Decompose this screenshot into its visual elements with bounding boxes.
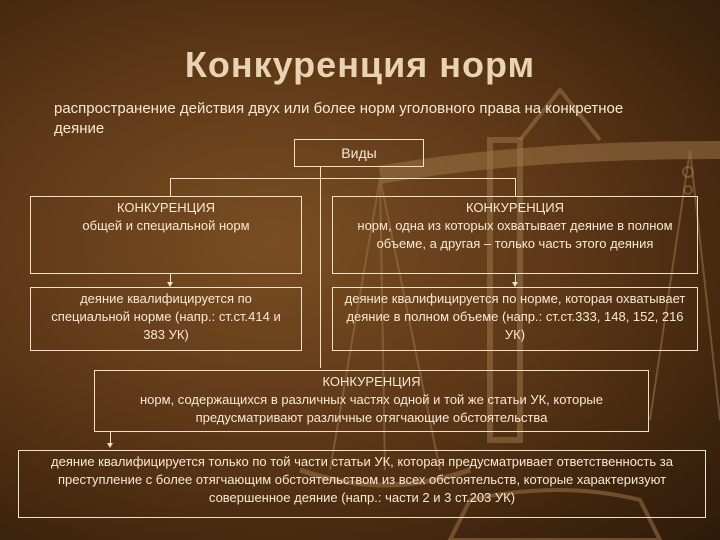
box-heading: КОНКУРЕНЦИЯ xyxy=(466,200,564,215)
box-body: общей и специальной норм xyxy=(82,218,250,233)
page-title: Конкуренция норм xyxy=(184,44,536,85)
connector xyxy=(170,178,171,196)
arrow-line xyxy=(110,432,111,443)
whole-part-box xyxy=(332,196,698,274)
arrow-line xyxy=(515,274,516,282)
connector xyxy=(320,178,321,368)
whole-part-result-box xyxy=(332,287,698,351)
result-text: деяние квалифицируется только по той части статьи УК, которая предусматривает ответственность за преступление с более отягчающим обстоятельством из всех обстоятельств, которые характеризуют совершенное деяние (напр.: части 2 и 3 ст.203 УК) xyxy=(51,454,673,505)
arrow-line xyxy=(170,274,171,282)
types-label: Виды xyxy=(341,145,377,161)
article-parts-result-box xyxy=(18,450,706,518)
general-special-result-box xyxy=(30,287,302,351)
result-text: деяние квалифицируется по специальной норме (напр.: ст.ст.414 и 383 УК) xyxy=(51,291,281,342)
box-heading: КОНКУРЕНЦИЯ xyxy=(117,200,215,215)
types-box xyxy=(294,139,424,167)
connector xyxy=(170,178,515,179)
general-special-box xyxy=(30,196,302,274)
box-body: норм, содержащихся в различных частях одной и той же статьи УК, которые предусматривают различные отягчающие обстоятельства xyxy=(140,392,603,425)
box-body: норм, одна из которых охватывает деяние в полном объеме, а другая – только часть этого деяния xyxy=(357,218,673,251)
box-heading: КОНКУРЕНЦИЯ xyxy=(322,374,421,389)
definition-text: распространение действия двух или более норм уголовного права на конкретное деяние xyxy=(54,100,624,137)
result-text: деяние квалифицируется по норме, которая охватывает деяние в полном объеме (напр.: ст.ст.333, 148, 152, 216 УК) xyxy=(344,291,686,342)
article-parts-box xyxy=(94,370,649,432)
connector xyxy=(515,178,516,196)
arrow-down-icon xyxy=(107,443,113,448)
